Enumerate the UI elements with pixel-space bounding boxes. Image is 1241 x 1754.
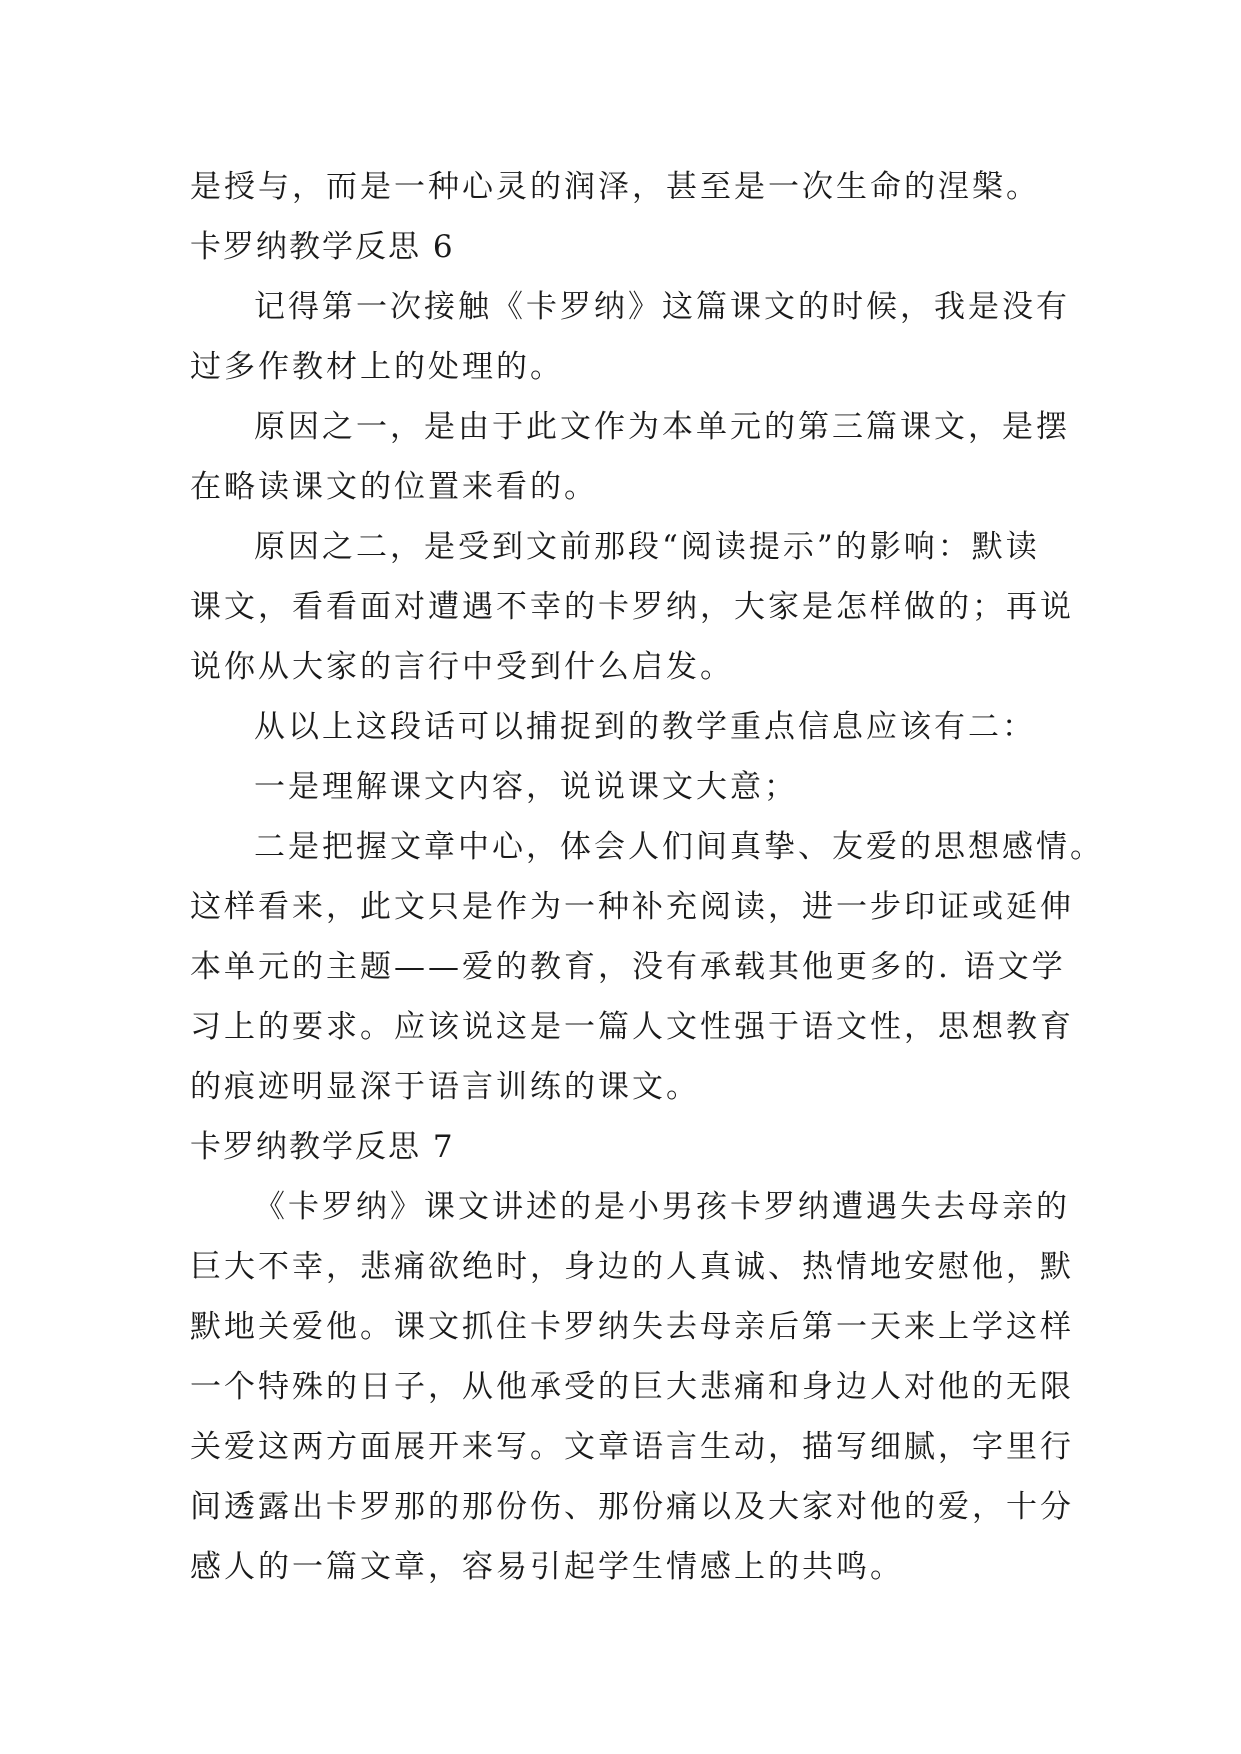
- paragraph-line: 在略读课文的位置来看的。: [190, 469, 598, 505]
- paragraph-line: 一个特殊的日子，从他承受的巨大悲痛和身边人对他的无限: [190, 1369, 1074, 1405]
- paragraph-continuation-line: 是授与，而是一种心灵的润泽，甚至是一次生命的涅槃。: [190, 169, 1040, 205]
- paragraph-line: 从以上这段话可以捕捉到的教学重点信息应该有二：: [254, 709, 1036, 745]
- section-heading-7: 卡罗纳教学反思 7: [190, 1129, 455, 1165]
- paragraph-line: 间透露出卡罗那的那份伤、那份痛以及大家对他的爱，十分: [190, 1489, 1074, 1525]
- paragraph-line: 习上的要求。应该说这是一篇人文性强于语文性，思想教育: [190, 1009, 1074, 1045]
- paragraph-line: 原因之二，是受到文前那段“阅读提示”的影响：默读: [254, 529, 1040, 565]
- paragraph-line: 的痕迹明显深于语言训练的课文。: [190, 1069, 700, 1105]
- paragraph-line: 感人的一篇文章，容易引起学生情感上的共鸣。: [190, 1549, 904, 1585]
- paragraph-line: 原因之一，是由于此文作为本单元的第三篇课文，是摆: [254, 409, 1070, 445]
- paragraph-line: 巨大不幸，悲痛欲绝时，身边的人真诚、热情地安慰他，默: [190, 1249, 1074, 1285]
- paragraph-line: 记得第一次接触《卡罗纳》这篇课文的时候，我是没有: [254, 289, 1070, 325]
- paragraph-line: 一是理解课文内容，说说课文大意；: [254, 769, 798, 805]
- paragraph-line: 默地关爱他。课文抓住卡罗纳失去母亲后第一天来上学这样: [190, 1309, 1074, 1345]
- section-heading-6: 卡罗纳教学反思 6: [190, 229, 455, 265]
- paragraph-line: 本单元的主题——爱的教育，没有承载其他更多的. 语文学: [190, 949, 1066, 985]
- paragraph-line: 这样看来，此文只是作为一种补充阅读，进一步印证或延伸: [190, 889, 1074, 925]
- paragraph-line: 过多作教材上的处理的。: [190, 349, 564, 385]
- paragraph-line: 课文，看看面对遭遇不幸的卡罗纳，大家是怎样做的；再说: [190, 589, 1074, 625]
- paragraph-line: 二是把握文章中心，体会人们间真挚、友爱的思想感情。: [254, 829, 1104, 865]
- paragraph-line: 说你从大家的言行中受到什么启发。: [190, 649, 734, 685]
- paragraph-line: 关爱这两方面展开来写。文章语言生动，描写细腻，字里行: [190, 1429, 1074, 1465]
- paragraph-line: 《卡罗纳》课文讲述的是小男孩卡罗纳遭遇失去母亲的: [254, 1189, 1070, 1225]
- document-body: [190, 157, 1104, 1597]
